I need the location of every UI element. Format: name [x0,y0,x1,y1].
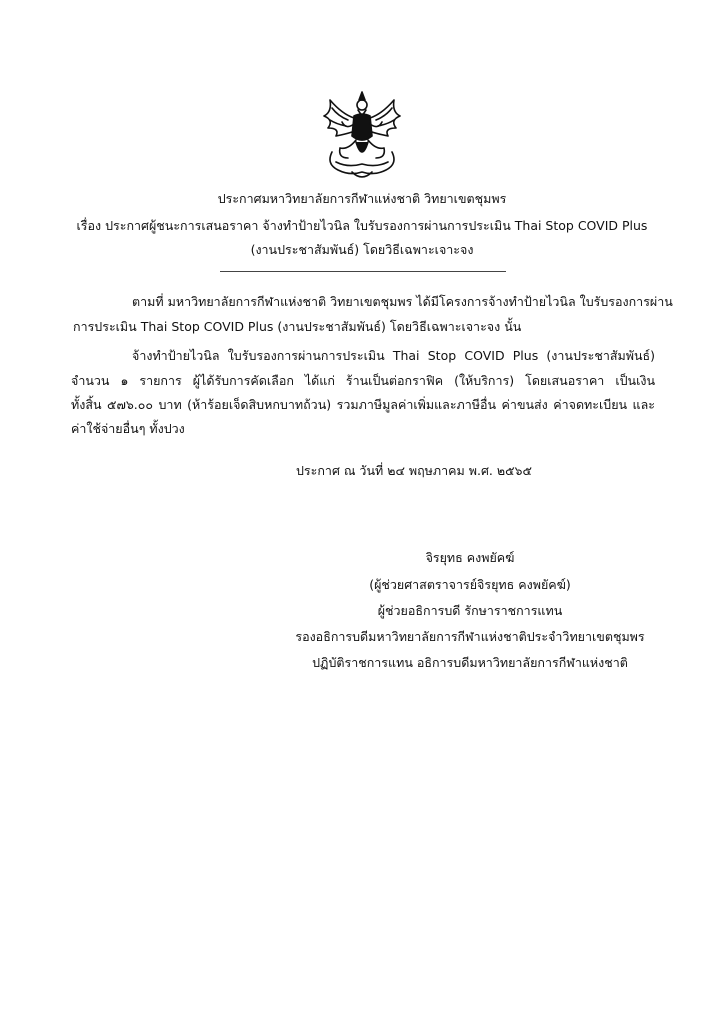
paragraph-2-line-4: ค่าใช้จ่ายอื่นๆ ทั้งปวง [71,421,185,436]
signatory-full-name: (ผู้ช่วยศาสตราจารย์จิรยุทธ คงพยัคฆ์) [369,577,571,592]
signatory-position-3: ปฏิบัติราชการแทน อธิการบดีมหาวิทยาลัยการกีฬาแห่งชาติ [312,655,628,670]
header-divider [220,271,506,272]
paragraph-1-line-2: การประเมิน Thai Stop COVID Plus (งานประชาสัมพันธ์) โดยวิธีเฉพาะเจาะจง นั้น [73,319,522,334]
garuda-emblem-icon [312,86,412,184]
paragraph-2-line-3: ทั้งสิ้น ๕๗๖.๐๐ บาท (ห้าร้อยเจ็ดสิบหกบาทถ้วน) รวมภาษีมูลค่าเพิ่มและภาษีอื่น ค่าขนส่ง ค่าจดทะเบียน และ [71,397,655,412]
announcement-title: ประกาศมหาวิทยาลัยการกีฬาแห่งชาติ วิทยาเขตชุมพร [217,191,507,206]
subject-line-2: (งานประชาสัมพันธ์) โดยวิธีเฉพาะเจาะจง [250,242,474,257]
signatory-position-1: ผู้ช่วยอธิการบดี รักษาราชการแทน [377,603,563,618]
signatory-position-2: รองอธิการบดีมหาวิทยาลัยการกีฬาแห่งชาติประจำวิทยาเขตชุมพร [295,629,645,644]
paragraph-2-line-1: จ้างทำป้ายไวนิล ใบรับรองการผ่านการประเมิน Thai Stop COVID Plus (งานประชาสัมพันธ์) [132,348,655,363]
paragraph-2-line-2: จำนวน ๑ รายการ ผู้ได้รับการคัดเลือก ได้แก่ ร้านเป็นต่อกราฟิค (ให้บริการ) โดยเสนอราคา เป็นเงิน [71,373,655,388]
signatory-name: จิรยุทธ คงพยัคฆ์ [425,550,515,565]
announcement-date: ประกาศ ณ วันที่ ๒๔ พฤษภาคม พ.ศ. ๒๕๖๕ [296,463,532,478]
paragraph-1-line-1: ตามที่ มหาวิทยาลัยการกีฬาแห่งชาติ วิทยาเขตชุมพร ได้มีโครงการจ้างทำป้ายไวนิล ใบรับรองการผ่าน [132,294,673,309]
subject-line-1: เรื่อง ประกาศผู้ชนะการเสนอราคา จ้างทำป้ายไวนิล ใบรับรองการผ่านการประเมิน Thai Stop COVID Plus [76,218,648,233]
